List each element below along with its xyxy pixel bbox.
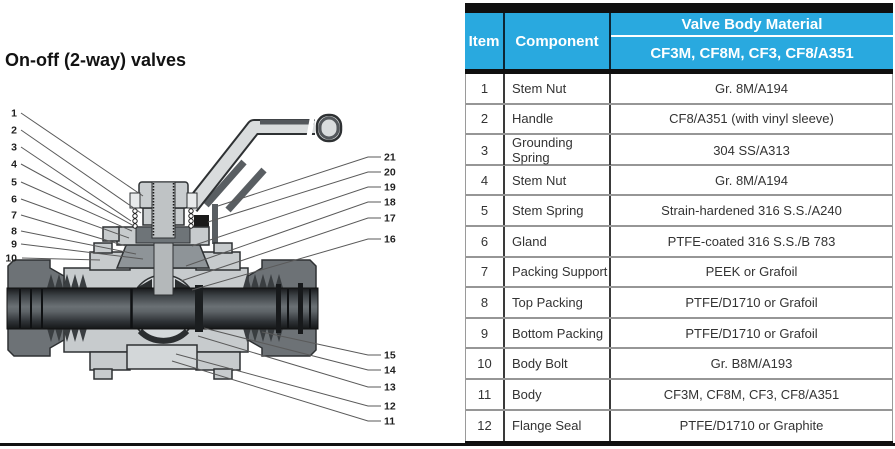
callout-label: 2 <box>11 124 17 137</box>
callout-label: 6 <box>11 193 17 206</box>
table-row <box>466 288 892 319</box>
component-cell: Body <box>503 380 609 409</box>
component-cell: Packing Support <box>503 258 609 287</box>
callout-label: 4 <box>11 158 17 171</box>
material-cell: 304 SS/A313 <box>609 135 892 165</box>
callout-label: 18 <box>384 196 396 209</box>
table-row <box>466 74 892 105</box>
callout-label: 3 <box>11 141 17 154</box>
stem <box>154 243 173 295</box>
component-cell: Top Packing <box>503 288 609 317</box>
component-cell: Stem Spring <box>503 196 609 225</box>
callout-label: 9 <box>11 238 17 251</box>
material-cell: CF3M, CF8M, CF3, CF8/A351 <box>609 380 892 409</box>
header-component: Component <box>503 13 609 69</box>
item-cell: 4 <box>480 172 489 188</box>
material-cell: PTFE/D1710 or Grafoil <box>609 288 892 317</box>
component-cell: Stem Nut <box>503 74 609 103</box>
table-top-bar <box>465 3 893 13</box>
callout-label: 11 <box>384 415 396 428</box>
table-row <box>466 105 892 136</box>
component-cell: Gland <box>503 227 609 256</box>
table-body <box>465 74 893 441</box>
callout-label: 13 <box>384 381 396 394</box>
material-cell: PTFE/D1710 or Grafoil <box>609 319 892 348</box>
callout-label: 1 <box>11 107 17 120</box>
material-cell: CF8/A351 (with vinyl sleeve) <box>609 105 892 134</box>
component-cell: Body Bolt <box>503 349 609 378</box>
callout-label: 20 <box>384 166 396 179</box>
item-cell: 12 <box>477 418 492 434</box>
material-cell: Gr. 8M/A194 <box>609 74 892 103</box>
table-row <box>466 196 892 227</box>
item-cell: 7 <box>480 264 489 280</box>
material-cell: PTFE/D1710 or Graphite <box>609 411 892 442</box>
header-material <box>609 13 893 69</box>
callout-label: 14 <box>384 364 396 377</box>
callout-label: 5 <box>11 176 17 189</box>
materials-table <box>465 3 893 446</box>
header-material-group: Valve Body Material <box>611 13 893 37</box>
callout-label: 7 <box>11 209 17 222</box>
item-cell: 6 <box>480 233 489 249</box>
item-cell: 1 <box>480 80 489 96</box>
component-cell: Bottom Packing <box>503 319 609 348</box>
item-cell: 8 <box>480 294 489 310</box>
table-row <box>466 349 892 380</box>
table-row <box>466 258 892 289</box>
component-cell: Handle <box>503 105 609 134</box>
component-cell: Stem Nut <box>503 166 609 195</box>
header-material-sub: CF3M, CF8M, CF3, CF8/A351 <box>650 44 854 62</box>
table-row <box>466 135 892 166</box>
item-cell: 10 <box>477 356 492 372</box>
callout-label: 21 <box>384 151 396 164</box>
item-cell: 11 <box>477 386 492 402</box>
material-cell: Strain-hardened 316 S.S./A240 <box>609 196 892 225</box>
material-cell: Gr. B8M/A193 <box>609 349 892 378</box>
page-bottom-rule <box>0 443 895 446</box>
header-item: Item <box>468 32 500 50</box>
callout-label: 16 <box>384 233 396 246</box>
item-cell: 9 <box>480 325 489 341</box>
page-title: On-off (2-way) valves <box>5 50 187 70</box>
table-row <box>466 380 892 411</box>
table-row <box>466 227 892 258</box>
table-header <box>465 13 893 69</box>
callout-label: 10 <box>5 252 17 265</box>
table-row <box>466 166 892 197</box>
item-cell: 5 <box>480 203 489 219</box>
valve-diagram <box>0 100 460 449</box>
valve-handle <box>191 115 341 244</box>
table-row <box>466 319 892 350</box>
callout-label: 12 <box>384 400 396 413</box>
callout-label: 17 <box>384 212 396 225</box>
component-cell: Grounding Spring <box>503 135 609 165</box>
material-cell: PTFE-coated 316 S.S./B 783 <box>609 227 892 256</box>
item-cell: 3 <box>480 142 489 158</box>
callout-label: 15 <box>384 349 396 362</box>
table-row <box>466 411 892 442</box>
material-cell: Gr. 8M/A194 <box>609 166 892 195</box>
callout-label: 8 <box>11 225 17 238</box>
component-cell: Flange Seal <box>503 411 609 442</box>
callout-label: 19 <box>384 181 396 194</box>
item-cell: 2 <box>480 111 489 127</box>
material-cell: PEEK or Grafoil <box>609 258 892 287</box>
